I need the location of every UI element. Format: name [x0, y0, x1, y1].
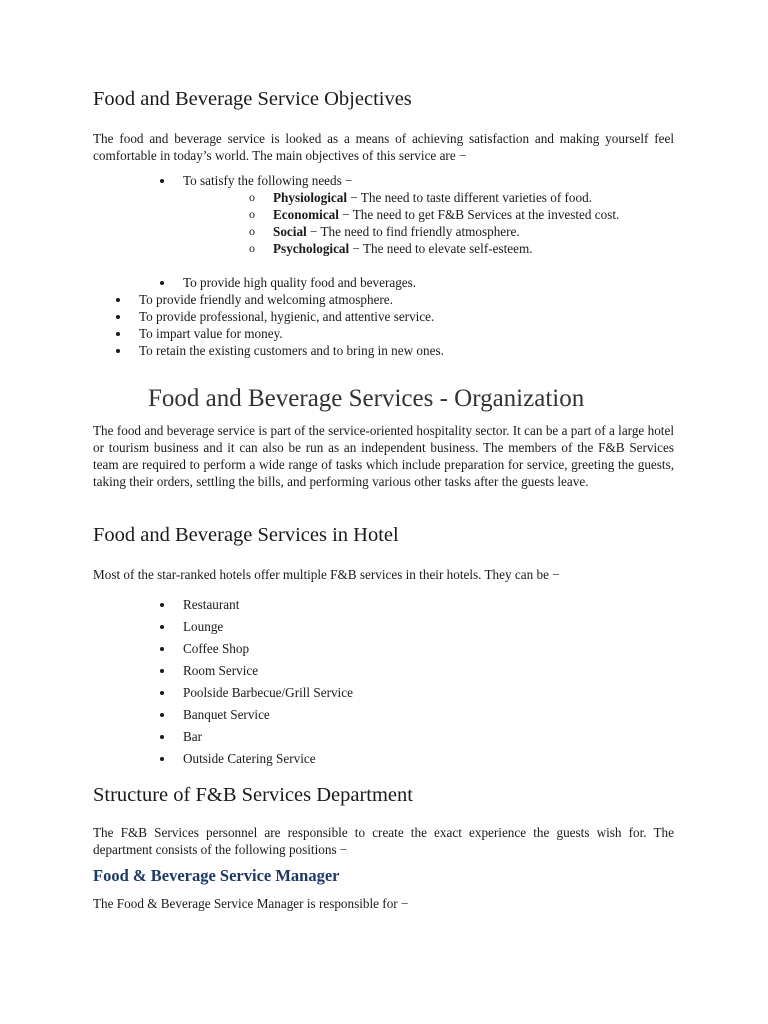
hotel-intro: Most of the star-ranked hotels offer multiple F&B services in their hotels. They can be −	[93, 567, 560, 582]
structure-intro: The F&B Services personnel are responsible to create the exact experience the guests wish for. The department consists of the following positions −	[93, 825, 674, 857]
list-item: To impart value for money.	[139, 325, 444, 342]
list-item: Poolside Barbecue/Grill Service	[183, 684, 353, 706]
organization-heading: Food and Beverage Services - Organization	[148, 385, 585, 412]
manager-heading: Food & Beverage Service Manager	[93, 866, 340, 885]
list-item: o Physiological − The need to taste different varieties of food.	[249, 190, 592, 205]
list-item: Coffee Shop	[183, 640, 353, 662]
list-item: To satisfy the following needs −	[183, 173, 353, 188]
list-item: Room Service	[183, 662, 353, 684]
list-item: To provide professional, hygienic, and attentive service.	[139, 308, 444, 325]
list-item: To provide high quality food and beverages.	[183, 275, 417, 290]
needs-sublist	[249, 189, 675, 257]
list-item: Restaurant	[183, 596, 353, 618]
objectives-heading: Food and Beverage Service Objectives	[93, 88, 412, 110]
list-item: Lounge	[183, 618, 353, 640]
structure-heading: Structure of F&B Services Department	[93, 784, 413, 806]
list-item: To retain the existing customers and to bring in new ones.	[139, 343, 444, 358]
hotel-heading: Food and Beverage Services in Hotel	[93, 524, 399, 546]
organization-body: The food and beverage service is part of the service-oriented hospitality sector. It can be a part of a large hotel or tourism business and it can also be run as an independent business. The members of the F&B Services team are required to perform a wide range of tasks which include preparation for service, greeting the guests, taking their orders, settling the bills, and performing various other tasks after the guests leave.	[93, 423, 674, 489]
list-item: Outside Catering Service	[183, 750, 353, 772]
objectives-intro: The food and beverage service is looked as a means of achieving satisfaction and making yourself feel comfortable in today’s world. The main objectives of this service are −	[93, 131, 674, 163]
list-item: o Economical − The need to get F&B Services at the invested cost.	[249, 207, 620, 222]
hotel-services-list	[183, 596, 353, 772]
list-item: Banquet Service	[183, 706, 353, 728]
list-item: o Social − The need to find friendly atmosphere.	[249, 224, 520, 239]
manager-text: The Food & Beverage Service Manager is responsible for −	[93, 896, 409, 911]
list-item: o Psychological − The need to elevate self-esteem.	[249, 241, 533, 256]
quality-list	[183, 274, 416, 291]
list-item: To provide friendly and welcoming atmosphere.	[139, 291, 444, 308]
list-item: Bar	[183, 728, 353, 750]
objectives-list	[139, 291, 444, 359]
needs-list	[183, 172, 353, 189]
